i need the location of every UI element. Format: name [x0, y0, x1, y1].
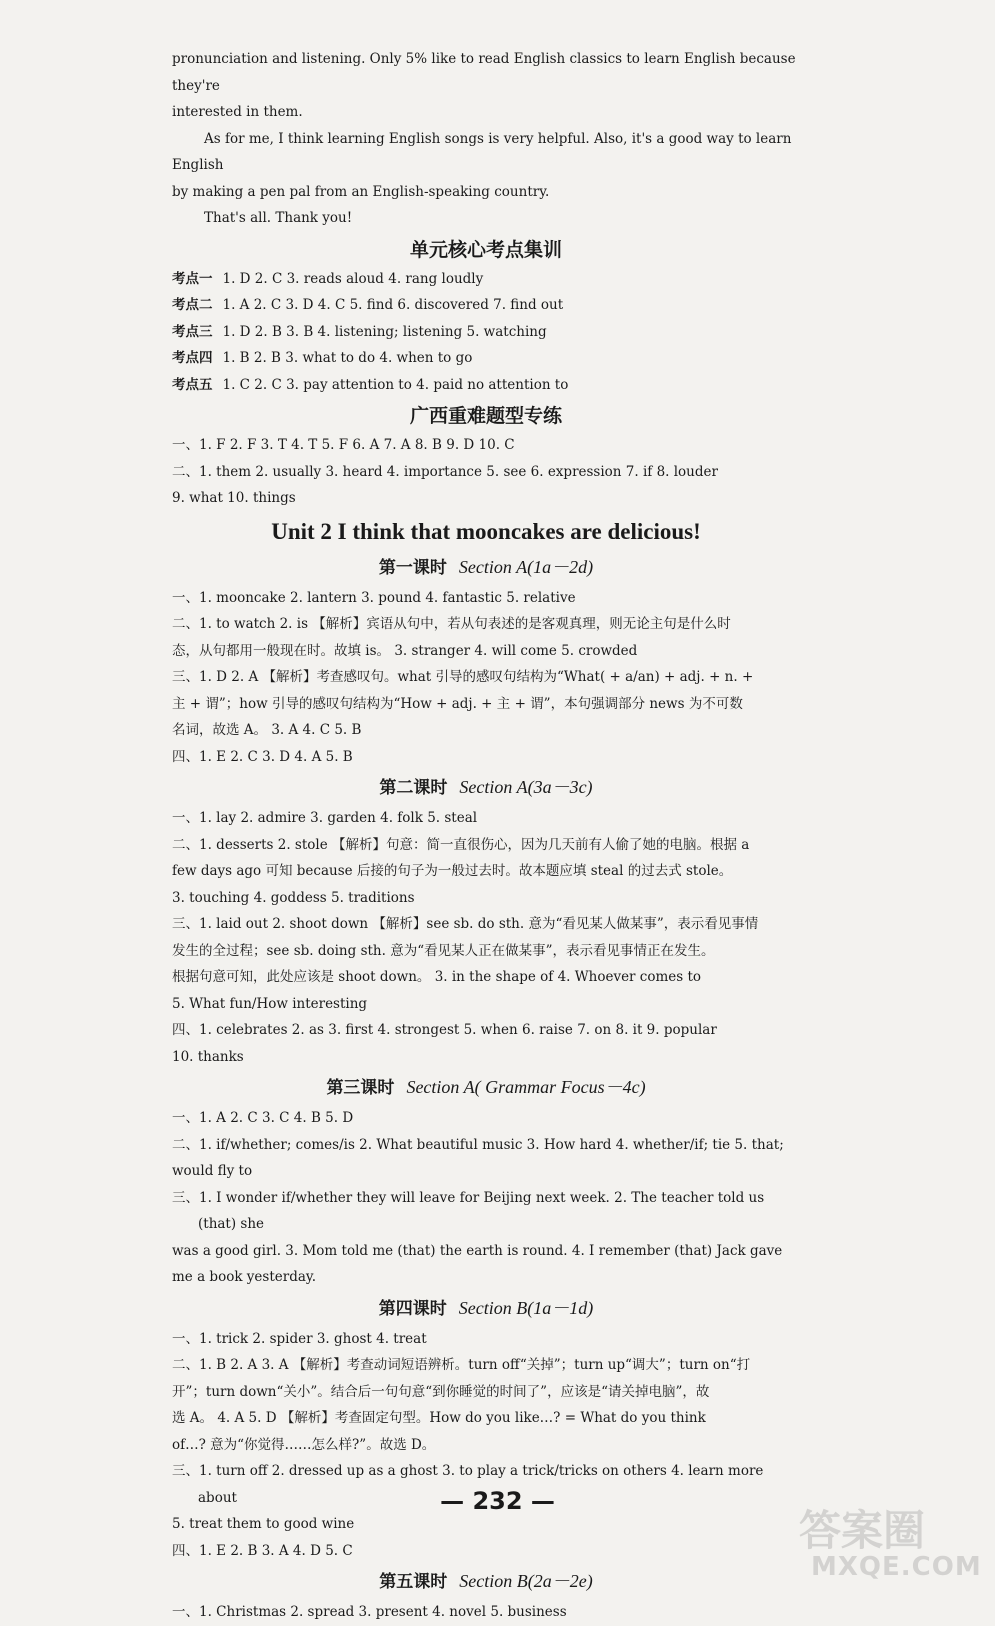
answer-row: [172, 1326, 800, 1353]
answer-row: [172, 585, 800, 612]
answer-line: 9. what 10. things: [172, 490, 296, 506]
guangxi-title: 广西重难题型专练: [409, 405, 562, 427]
section-heading: [172, 772, 800, 803]
core-item-label: 考点二: [172, 297, 213, 313]
answer-line: 二、1. B 2. A 3. A 【解析】考查动词短语辨析。turn off“关掉”；turn up“调大”；turn on“打: [172, 1357, 751, 1373]
intro-block: [172, 46, 800, 232]
answer-line: 三、1. I wonder if/whether they will leave for Beijing next week. 2. The teacher told us (that) she: [172, 1189, 765, 1232]
core-item-label: 考点四: [172, 350, 213, 366]
answer-row: [172, 459, 800, 512]
answer-row: [172, 611, 800, 664]
answer-line: 三、1. turn off 2. dressed up as a ghost 3. to play a trick/tricks on others 4. learn more about: [172, 1463, 764, 1506]
section-heading: [172, 552, 800, 583]
section-range-label: Section B(1a－1d): [458, 1297, 594, 1318]
answer-row: [172, 664, 800, 744]
answer-line: would fly to: [172, 1163, 253, 1179]
answer-line: 选 A。 4. A 5. D 【解析】考查固定句型。How do you like…? = What do you think: [172, 1410, 706, 1426]
core-item-label: 考点一: [172, 270, 213, 287]
section-range-label: Section B(2a－2e): [459, 1571, 593, 1591]
answer-line: 5. treat them to good wine: [172, 1516, 355, 1532]
answer-line: 态，从句都用一般现在时。故填 is。 3. stranger 4. will come 5. crowded: [172, 642, 638, 659]
section-lesson-label: 第一课时: [378, 557, 447, 578]
answer-row: [172, 744, 800, 771]
section-range-label: Section A(3a－3c): [459, 777, 593, 797]
answer-line: 一、1. F 2. F 3. T 4. T 5. F 6. A 7. A 8. B 9. D 10. C: [172, 437, 515, 453]
answer-line: 三、1. laid out 2. shoot down 【解析】see sb. do sth. 意为“看见某人做某事”，表示看见事情: [172, 916, 759, 932]
sections-container: [172, 552, 800, 1626]
answer-line: 主 + 谓”；how 引导的感叹句结构为“How + adj. + 主 + 谓”，本句强调部分 news 为不可数: [172, 695, 743, 712]
answer-row: [172, 1538, 800, 1565]
page-content: [172, 46, 800, 1626]
page-number: — 232 —: [440, 1487, 555, 1515]
answer-row: [172, 1185, 800, 1291]
answer-line: 根据句意可知，此处应该是 shoot down。 3. in the shape of 4. Whoever comes to: [172, 969, 702, 985]
answer-row: [172, 1352, 800, 1458]
answer-line: few days ago 可知 because 后接的句子为一般过去时。故本题应填 steal 的过去式 stole。: [172, 863, 733, 879]
answer-line: 二、1. to watch 2. is 【解析】宾语从句中，若从句表述的是客观真理，则无论主句是什么时: [172, 616, 731, 632]
intro-line: by making a pen pal from an English-speaking country.: [172, 183, 550, 200]
section-lesson-label: 第三课时: [326, 1078, 395, 1098]
section-range-label: Section A(1a－2d): [458, 556, 594, 577]
answer-row: [172, 432, 800, 459]
answer-row: [172, 805, 800, 832]
answer-line: 名词，故选 A。 3. A 4. C 5. B: [172, 722, 362, 738]
section-range-label: Section A( Grammar Focus－4c): [406, 1077, 646, 1097]
answer-line: 四、1. E 2. B 3. A 4. D 5. C: [172, 1542, 353, 1559]
answer-line: me a book yesterday.: [172, 1269, 317, 1285]
core-item: [172, 372, 800, 399]
core-item-text: 1. D 2. C 3. reads aloud 4. rang loudly: [222, 270, 484, 287]
intro-line: That's all. Thank you!: [204, 210, 353, 226]
section-answers: [172, 585, 800, 771]
section-heading: [172, 1566, 800, 1597]
core-item: [172, 345, 800, 372]
core-item-text: 1. D 2. B 3. B 4. listening; listening 5. watching: [222, 323, 547, 340]
answer-line: 二、1. them 2. usually 3. heard 4. importance 5. see 6. expression 7. if 8. louder: [172, 463, 718, 480]
section-lesson-label: 第四课时: [378, 1298, 447, 1319]
answer-row: [172, 1017, 800, 1070]
section-heading: [172, 1072, 800, 1103]
answer-line: of…? 意为“你觉得……怎么样?”。故选 D。: [172, 1436, 436, 1453]
watermark-logo: 答案圈 MXQE.COM: [799, 1506, 982, 1582]
answer-row: [172, 911, 800, 1017]
answer-row: [172, 1132, 800, 1185]
answer-row: [172, 1599, 800, 1626]
answer-line: 发生的全过程；see sb. doing sth. 意为“看见某人正在做某事”，表示看见事情正在发生。: [172, 942, 715, 959]
answer-line: 二、1. desserts 2. stole 【解析】句意：简一直很伤心，因为几天前有人偷了她的电脑。根据 a: [172, 836, 750, 853]
answer-line: 三、1. D 2. A 【解析】考查感叹句。what 引导的感叹句结构为“What( + a/an) + adj. + n. +: [172, 669, 754, 685]
core-item-label: 考点五: [172, 376, 213, 393]
answer-line: 开”；turn down“关小”。结合后一句句意“到你睡觉的时间了”，应该是“请关掉电脑”，故: [172, 1383, 710, 1400]
core-item-text: 1. A 2. C 3. D 4. C 5. find 6. discovered 7. find out: [222, 297, 564, 313]
unit-title: Unit 2 I think that mooncakes are delicious!: [271, 518, 701, 544]
answer-row: [172, 832, 800, 912]
core-title: 单元核心考点集训: [409, 238, 562, 261]
answer-line: 一、1. lay 2. admire 3. garden 4. folk 5. steal: [172, 810, 478, 826]
answer-line: 一、1. A 2. C 3. C 4. B 5. D: [172, 1110, 354, 1126]
answer-row: [172, 1105, 800, 1132]
section-lesson-label: 第二课时: [379, 778, 448, 798]
answer-line: 3. touching 4. goddess 5. traditions: [172, 889, 415, 906]
answer-line: 四、1. E 2. C 3. D 4. A 5. B: [172, 748, 353, 765]
answer-line: 10. thanks: [172, 1048, 244, 1065]
answer-line: 一、1. mooncake 2. lantern 3. pound 4. fantastic 5. relative: [172, 589, 576, 606]
section-answers: [172, 1326, 800, 1565]
answer-line: 5. What fun/How interesting: [172, 995, 368, 1012]
section-lesson-label: 第五课时: [379, 1572, 448, 1592]
core-item-label: 考点三: [172, 323, 213, 340]
core-item: [172, 266, 800, 293]
guangxi-list: [172, 432, 800, 512]
intro-line: As for me, I think learning English songs is very helpful. Also, it's a good way to learn English: [172, 130, 792, 173]
section-answers: [172, 1599, 800, 1626]
section-answers: [172, 805, 800, 1070]
answer-line: was a good girl. 3. Mom told me (that) the earth is round. 4. I remember (that) Jack gave: [172, 1242, 783, 1259]
answer-line: 一、1. Christmas 2. spread 3. present 4. novel 5. business: [172, 1604, 567, 1620]
core-item: [172, 319, 800, 346]
intro-line: pronunciation and listening. Only 5% like to read English classics to learn English because they're: [172, 51, 796, 94]
answer-line: 一、1. trick 2. spider 3. ghost 4. treat: [172, 1330, 427, 1347]
core-item: [172, 292, 800, 319]
section-heading: [172, 1293, 800, 1324]
answer-line: 四、1. celebrates 2. as 3. first 4. strongest 5. when 6. raise 7. on 8. it 9. popular: [172, 1022, 717, 1038]
core-item-text: 1. C 2. C 3. pay attention to 4. paid no attention to: [222, 376, 569, 393]
core-item-text: 1. B 2. B 3. what to do 4. when to go: [222, 350, 473, 366]
section-answers: [172, 1105, 800, 1291]
intro-line: interested in them.: [172, 104, 303, 120]
core-list: [172, 266, 800, 399]
answer-line: 二、1. if/whether; comes/is 2. What beautiful music 3. How hard 4. whether/if; tie 5. that;: [172, 1136, 784, 1153]
